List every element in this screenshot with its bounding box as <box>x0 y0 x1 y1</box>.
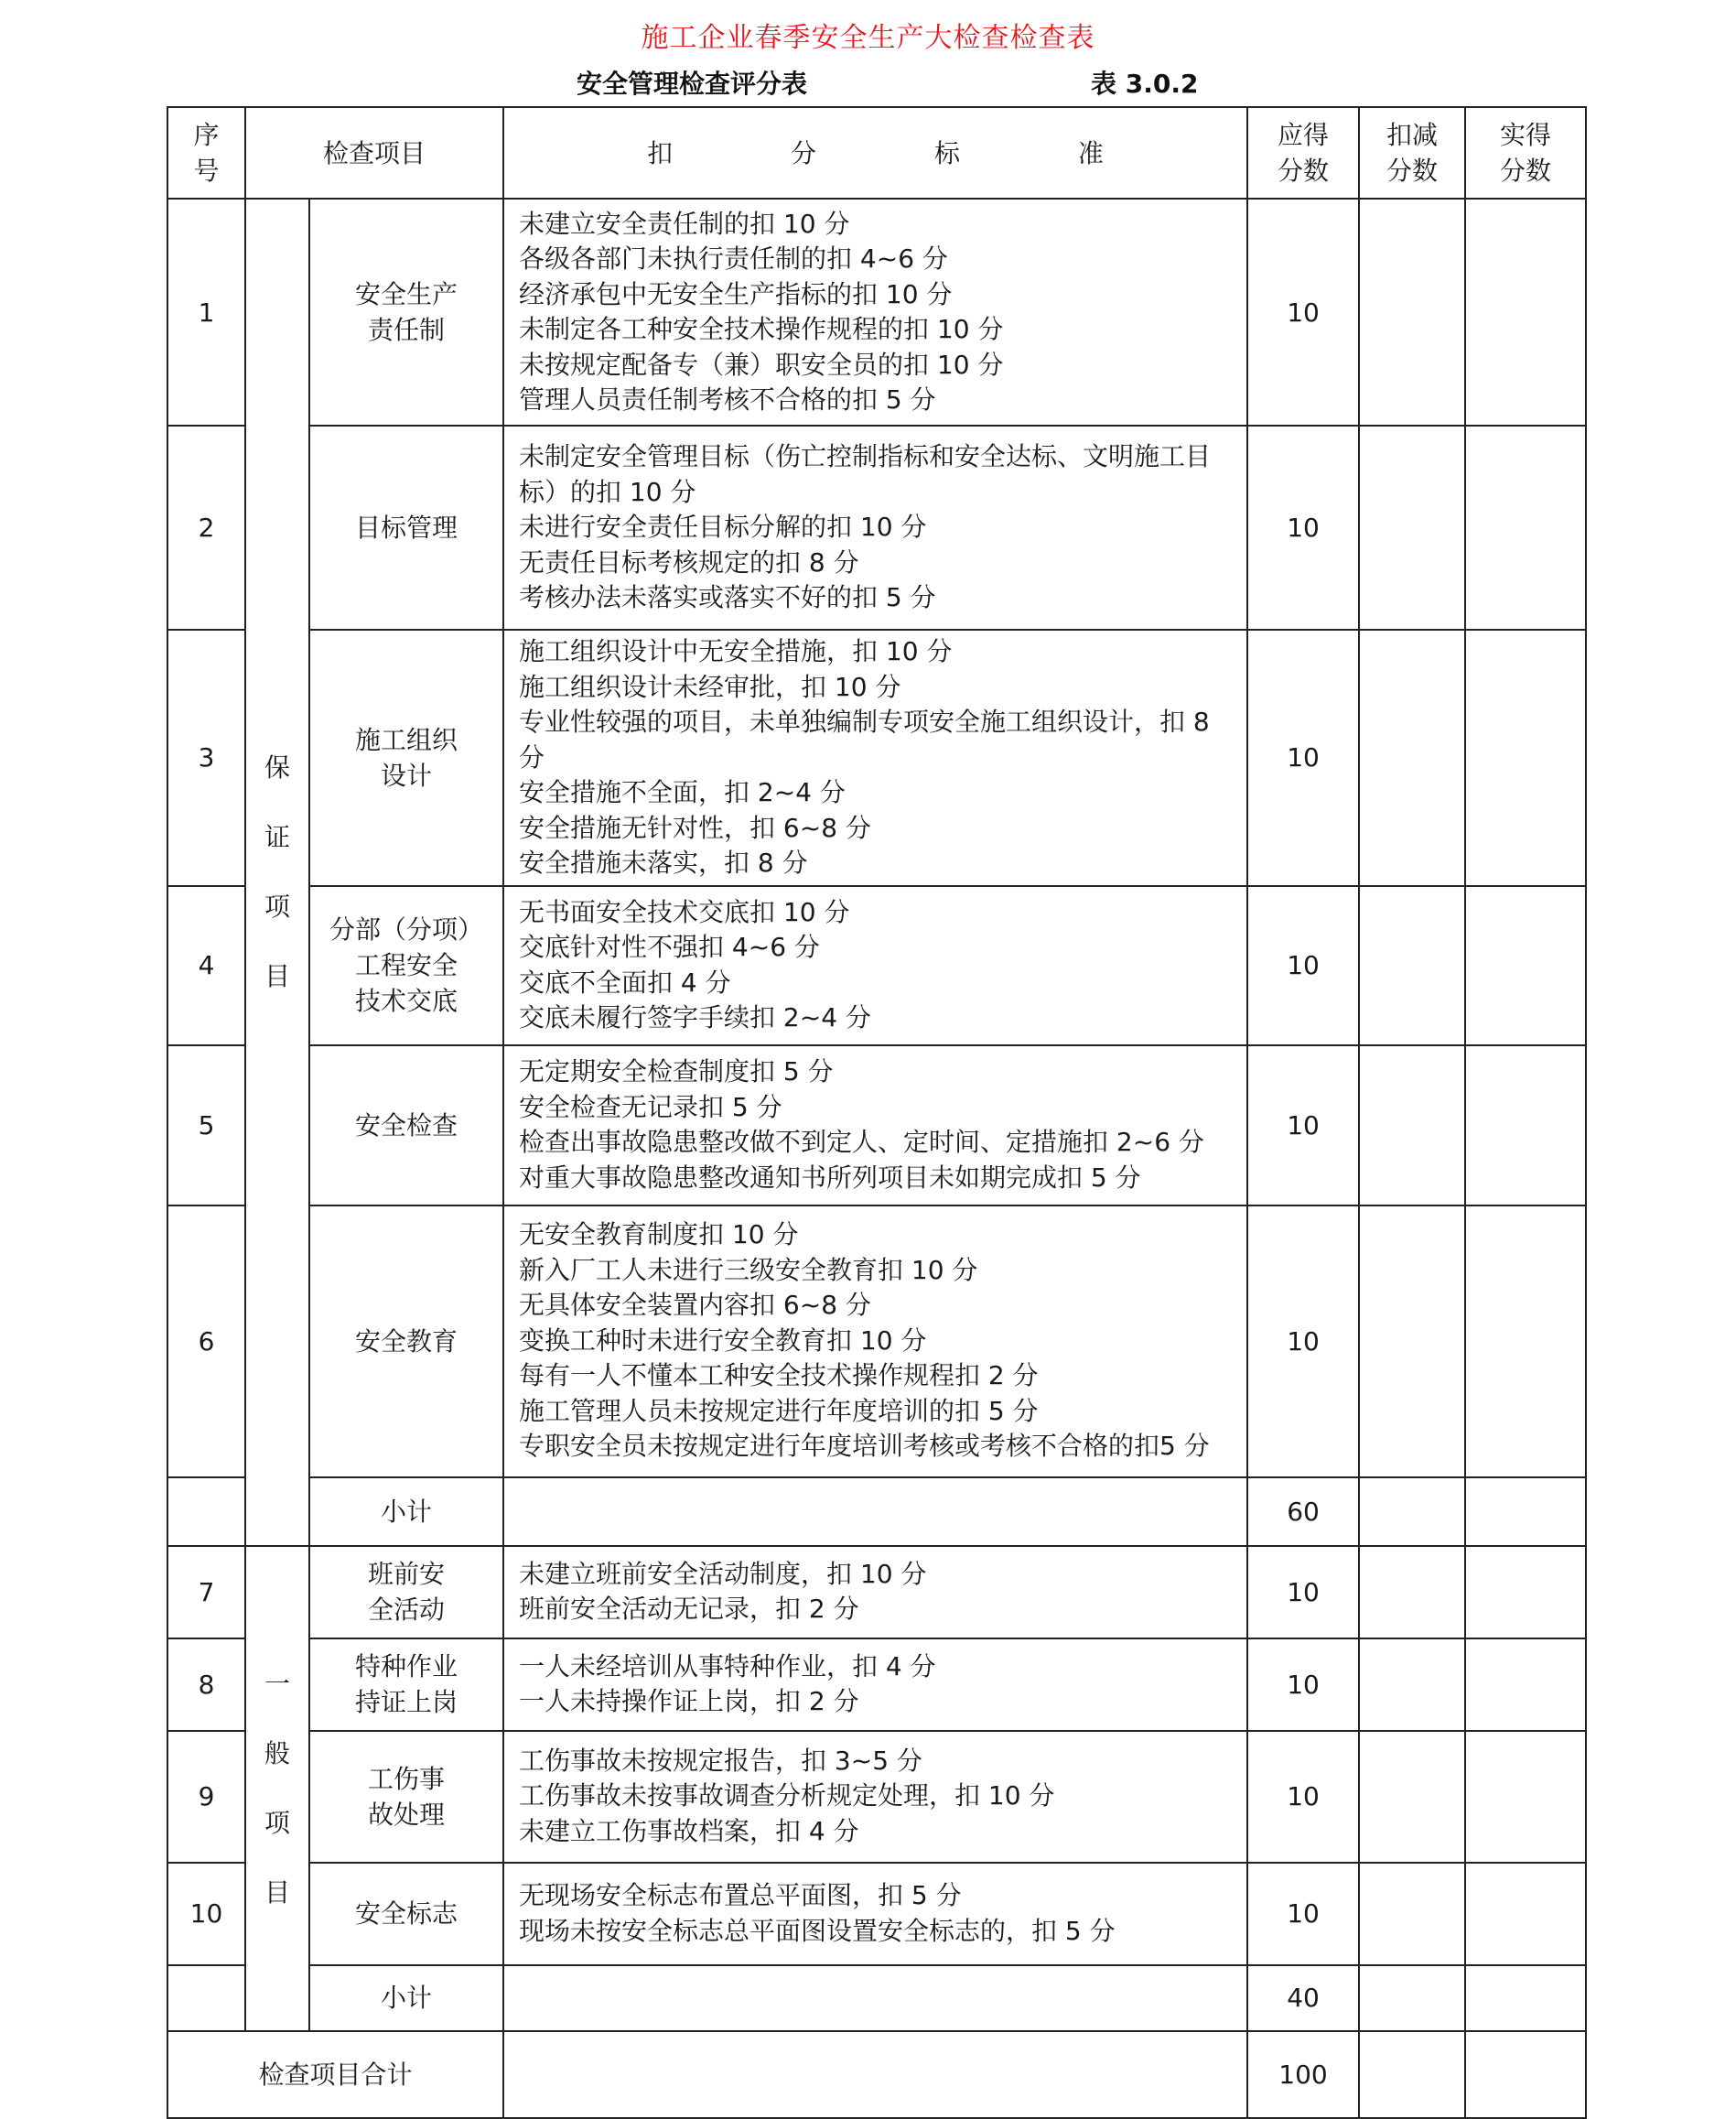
header-seq: 序 号 <box>167 107 245 199</box>
row-number: 5 <box>167 1045 245 1205</box>
row-criteria: 未建立安全责任制的扣 10 分 各级各部门未执行责任制的扣 4~6 分 经济承包中无安全生产指标的扣 10 分 未制定各工种安全技术操作规程的扣 10 分 未按规定配备专（兼）职安全员的扣 10 分 管理人员责任制考核不合格的扣 5 分 <box>503 199 1247 426</box>
row-criteria: 工伤事故未按规定报告，扣 3~5 分 工伤事故未按事故调查分析规定处理，扣 10 分 未建立工伤事故档案，扣 4 分 <box>503 1731 1247 1863</box>
row-due-score: 10 <box>1247 426 1359 630</box>
subtotal-score: 40 <box>1247 1965 1359 2031</box>
row-actual-score <box>1465 1731 1586 1863</box>
row-actual-score <box>1465 1965 1586 2031</box>
row-due-score: 10 <box>1247 630 1359 886</box>
row-criteria <box>503 1965 1247 2031</box>
row-actual-score <box>1465 2031 1586 2118</box>
header-actual-score: 实得 分数 <box>1465 107 1586 199</box>
row-number: 9 <box>167 1731 245 1863</box>
row-criteria: 未制定安全管理目标（伤亡控制指标和安全达标、文明施工目标）的扣 10 分 未进行安全责任目标分解的扣 10 分 无责任目标考核规定的扣 8 分 考核办法未落实或落实不好的扣 5 分 <box>503 426 1247 630</box>
row-criteria: 未建立班前安全活动制度，扣 10 分 班前安全活动无记录，扣 2 分 <box>503 1546 1247 1638</box>
row-deduct-score <box>1359 1731 1465 1863</box>
table-row <box>167 1731 1586 1863</box>
row-number: 2 <box>167 426 245 630</box>
row-actual-score <box>1465 426 1586 630</box>
row-number: 1 <box>167 199 245 426</box>
row-item: 工伤事 故处理 <box>309 1731 503 1863</box>
row-deduct-score <box>1359 630 1465 886</box>
subtotal-score: 60 <box>1247 1477 1359 1546</box>
row-due-score: 10 <box>1247 886 1359 1045</box>
row-due-score: 10 <box>1247 1731 1359 1863</box>
row-deduct-score <box>1359 426 1465 630</box>
total-row <box>167 2031 1586 2118</box>
row-criteria: 一人未经培训从事特种作业，扣 4 分 一人未持操作证上岗，扣 2 分 <box>503 1638 1247 1731</box>
row-deduct-score <box>1359 199 1465 426</box>
row-due-score: 10 <box>1247 1045 1359 1205</box>
row-actual-score <box>1465 1205 1586 1477</box>
row-item: 特种作业 持证上岗 <box>309 1638 503 1731</box>
row-number <box>167 1965 245 2031</box>
row-criteria: 无书面安全技术交底扣 10 分 交底针对性不强扣 4~6 分 交底不全面扣 4 分 交底未履行签字手续扣 2~4 分 <box>503 886 1247 1045</box>
form-subtitle: 安全管理检查评分表 <box>577 69 808 99</box>
row-criteria: 无安全教育制度扣 10 分 新入厂工人未进行三级安全教育扣 10 分 无具体安全装置内容扣 6~8 分 变换工种时未进行安全教育扣 10 分 每有一人不懂本工种安全技术操作规程扣 2 分 施工管理人员未按规定进行年度培训的扣 5 分 专职安全员未按规定进行年度培训考核或考核不合格的扣5 分 <box>503 1205 1247 1477</box>
category-general: 一 般 项 目 <box>245 1546 309 2031</box>
row-item: 安全生产 责任制 <box>309 199 503 426</box>
subtotal-label: 小计 <box>309 1477 503 1546</box>
header-due-score: 应得 分数 <box>1247 107 1359 199</box>
table-row <box>167 1863 1586 1965</box>
row-deduct-score <box>1359 1045 1465 1205</box>
table-row <box>167 1205 1586 1477</box>
total-label: 检查项目合计 <box>167 2031 503 2118</box>
table-row <box>167 426 1586 630</box>
table-number: 表 3.0.2 <box>1091 69 1199 99</box>
header-deduct-score: 扣减 分数 <box>1359 107 1465 199</box>
row-actual-score <box>1465 1863 1586 1965</box>
row-criteria: 无定期安全检查制度扣 5 分 安全检查无记录扣 5 分 检查出事故隐患整改做不到定人、定时间、定措施扣 2~6 分 对重大事故隐患整改通知书所列项目未如期完成扣 5 分 <box>503 1045 1247 1205</box>
row-deduct-score <box>1359 1965 1465 2031</box>
row-deduct-score <box>1359 1863 1465 1965</box>
table-row <box>167 630 1586 886</box>
row-actual-score <box>1465 1477 1586 1546</box>
row-number: 8 <box>167 1638 245 1731</box>
row-criteria <box>503 2031 1247 2118</box>
row-criteria: 无现场安全标志布置总平面图，扣 5 分 现场未按安全标志总平面图设置安全标志的，扣 5 分 <box>503 1863 1247 1965</box>
row-actual-score <box>1465 1638 1586 1731</box>
table-row <box>167 1045 1586 1205</box>
row-due-score: 10 <box>1247 1546 1359 1638</box>
row-deduct-score <box>1359 1546 1465 1638</box>
row-item: 安全检查 <box>309 1045 503 1205</box>
row-due-score: 10 <box>1247 199 1359 426</box>
row-criteria <box>503 1477 1247 1546</box>
row-item: 安全标志 <box>309 1863 503 1965</box>
row-actual-score <box>1465 630 1586 886</box>
score-table <box>167 106 1587 2119</box>
row-item: 施工组织 设计 <box>309 630 503 886</box>
total-score: 100 <box>1247 2031 1359 2118</box>
row-number: 7 <box>167 1546 245 1638</box>
row-deduct-score <box>1359 2031 1465 2118</box>
document-title: 施工企业春季安全生产大检查检查表 <box>641 22 1095 54</box>
row-item: 目标管理 <box>309 426 503 630</box>
row-actual-score <box>1465 1546 1586 1638</box>
row-number: 4 <box>167 886 245 1045</box>
row-actual-score <box>1465 199 1586 426</box>
row-number: 10 <box>167 1863 245 1965</box>
row-deduct-score <box>1359 886 1465 1045</box>
row-due-score: 10 <box>1247 1638 1359 1731</box>
subtotal-label: 小计 <box>309 1965 503 2031</box>
row-number: 6 <box>167 1205 245 1477</box>
row-deduct-score <box>1359 1638 1465 1731</box>
table-row <box>167 1638 1586 1731</box>
row-number <box>167 1477 245 1546</box>
category-guarantee: 保 证 项 目 <box>245 199 309 1546</box>
row-item: 安全教育 <box>309 1205 503 1477</box>
row-deduct-score <box>1359 1205 1465 1477</box>
row-actual-score <box>1465 1045 1586 1205</box>
header-item: 检查项目 <box>245 107 503 199</box>
row-item: 分部（分项） 工程安全 技术交底 <box>309 886 503 1045</box>
row-criteria: 施工组织设计中无安全措施，扣 10 分 施工组织设计未经审批，扣 10 分 专业性较强的项目，未单独编制专项安全施工组织设计，扣 8 分 安全措施不全面，扣 2~4 分 安全措施无针对性，扣 6~8 分 安全措施未落实，扣 8 分 <box>503 630 1247 886</box>
header-row <box>167 107 1586 199</box>
row-number: 3 <box>167 630 245 886</box>
table-row <box>167 199 1586 426</box>
row-actual-score <box>1465 886 1586 1045</box>
header-criteria: 扣 分 标 准 <box>503 107 1247 199</box>
subtotal-row <box>167 1965 1586 2031</box>
subtotal-row <box>167 1477 1586 1546</box>
row-due-score: 10 <box>1247 1205 1359 1477</box>
row-deduct-score <box>1359 1477 1465 1546</box>
row-item: 班前安 全活动 <box>309 1546 503 1638</box>
table-row <box>167 886 1586 1045</box>
row-due-score: 10 <box>1247 1863 1359 1965</box>
table-row <box>167 1546 1586 1638</box>
